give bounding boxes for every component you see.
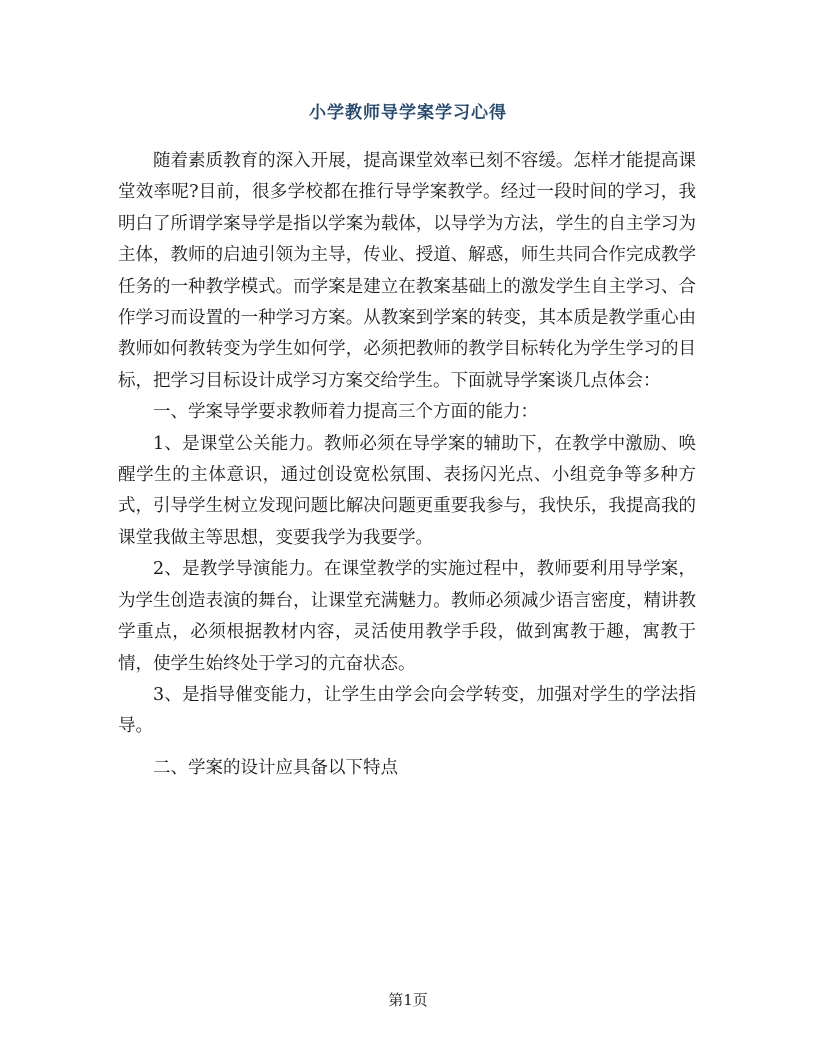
document-title: 小学教师导学案学习心得 (309, 103, 507, 123)
paragraph-point-1: 1、是课堂公关能力。教师必须在导学案的辅助下，在教学中激励、唤醒学生的主体意识，通过创设宽松氛围、表扬闪光点、小组竞争等多种方式，引导学生树立发现问题比解决问题更重要我参与，我快乐，我提高我的课堂我做主等思想，变要我学为我要学。 (118, 433, 696, 548)
paragraph-section-1-heading: 一、学案导学要求教师着力提高三个方面的能力： (153, 402, 538, 423)
paragraph-point-2: 2、是教学导演能力。在课堂教学的实施过程中，教师要利用导学案，为学生创造表演的舞台，让课堂充满魅力。教师必须减少语言密度，精讲教学重点，必须根据教材内容，灵活使用教学手段，做到寓教于趣，寓教于情，使学生始终处于学习的亢奋状态。 (118, 559, 696, 674)
paragraph-section-2-heading: 二、学案的设计应具备以下特点 (153, 757, 398, 778)
paragraph-intro: 随着素质教育的深入开展，提高课堂效率已刻不容缓。怎样才能提高课堂效率呢?目前，很多学校都在推行导学案教学。经过一段时间的学习，我明白了所谓学案导学是指以学案为载体，以导学为方法，学生的自主学习为主体，教师的启迪引领为主导，传业、授道、解惑，师生共同合作完成教学任务的一种教学模式。而学案是建立在教案基础上的激发学生自主学习、合作学习而设置的一种学习方案。从教案到学案的转变，其本质是教学重心由教师如何教转变为学生如何学，必须把教师的教学目标转化为学生学习的目标，把学习目标设计成学习方案交给学生。下面就导学案谈几点体会： (118, 151, 696, 391)
paragraph-point-3: 3、是指导催变能力，让学生由学会向会学转变，加强对学生的学法指导。 (118, 684, 696, 737)
document-body (118, 146, 696, 784)
page-number: 第1页 (388, 991, 428, 1009)
